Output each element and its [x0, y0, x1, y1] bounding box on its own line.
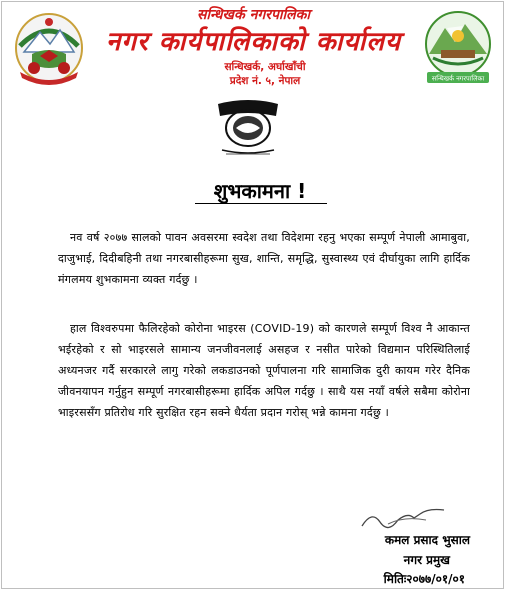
paragraph-greeting: नव वर्ष २०७७ सालको पावन अवसरमा स्वदेश तथा विदेशमा रहनु भएका सम्पूर्ण नेपाली आमाबुवा, दाजुभाई, दिदीबहिनी तथा नगरबासीहरूमा सुख, शान्ति, समृद्धि, सुस्वास्थ्य एवं दीर्घायुका लागि हार्दिक मंगलमय शुभकामना व्यक्त गर्दछु । — [58, 231, 470, 286]
municipality-name: सन्धिखर्क नगरपालिका — [196, 7, 311, 23]
logo-caption: सन्धिखर्क नगरपालिका — [431, 74, 485, 83]
document-date: मितिः२०७७/०१/०१ — [383, 572, 465, 586]
address-line-2: प्रदेश नं. ५, नेपाल — [229, 75, 301, 87]
office-seal-icon — [206, 98, 290, 158]
office-name: नगर कार्यपालिकाको कार्यालय — [105, 27, 402, 57]
signatory-name: कमल प्रसाद भुसाल — [384, 533, 470, 547]
municipality-logo-icon — [417, 6, 499, 86]
signature-icon — [358, 504, 448, 532]
document-heading: शुभकामना ! — [213, 179, 307, 203]
heading-underline — [195, 203, 327, 204]
signatory-title: नगर प्रमुख — [403, 553, 450, 567]
address-line-1: सन्धिखर्क, अर्घाखाँची — [224, 61, 306, 73]
paragraph-covid-appeal: हाल विश्वरुपमा फैलिरहेको कोरोना भाइरस (COVID-19) को कारणले सम्पूर्ण विश्व नै आकान्त भईरहेको र सो भाइरसले सामान्य जनजीवनलाई असहज र नसीत पारेको विद्यमान परिस्थितिलाई अध्यनजर गर्दै सरकारले लागु गरेको लकडाउनको पूर्णपालना गरि सामाजिक दुरी कायम गरेर दैनिक जीवनयापन गर्नुहुन सम्पूर्ण नगरबासीहरूमा हार्दिक अपिल गर्दछु । साथै यस नयाँ वर्षले सबैमा कोरोना भाइरससँग प्रतिरोध गरि सुरक्षित रहन सक्ने धैर्यता प्रदान गरोस् भन्ने कामना गर्दछु । — [58, 322, 470, 419]
